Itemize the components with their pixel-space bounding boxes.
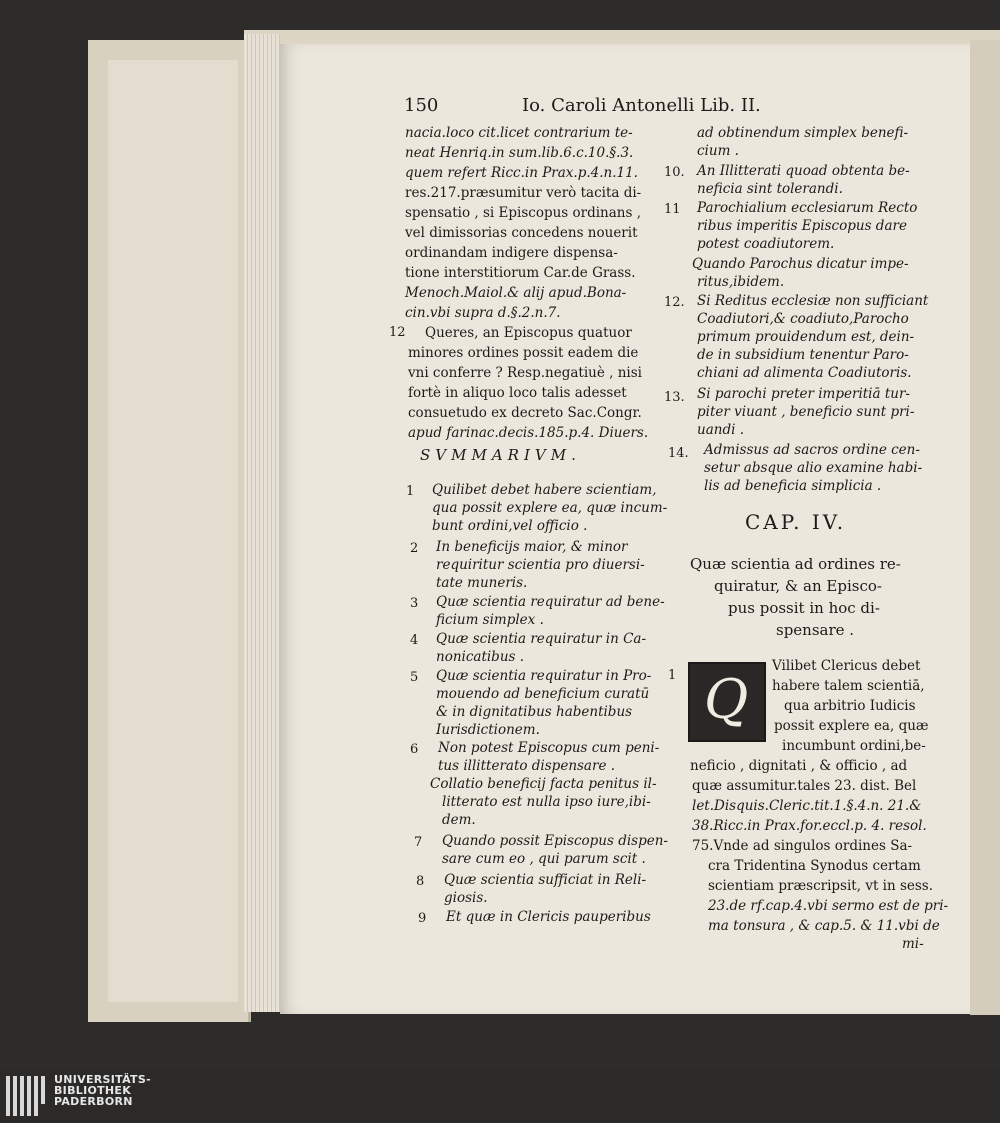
summary-line: sare cum eo , qui parum scit .	[442, 851, 646, 867]
summary-number: 9	[418, 911, 427, 926]
chapter-body-line: 75.Vnde ad singulos ordines Sa-	[692, 838, 913, 854]
left-text-line: minores ordines possit eadem die	[408, 345, 639, 361]
right-summary-line: An Illitterati quoad obtenta be-	[697, 163, 910, 179]
right-summary-line: Quando Parochus dicatur impe-	[692, 256, 909, 272]
summary-number: 13.	[664, 390, 685, 405]
right-summary-line: ritus,ibidem.	[697, 274, 785, 290]
chapter-body-line: incumbunt ordini,be-	[782, 738, 926, 754]
chapter-body-line: possit explere ea, quæ	[774, 718, 929, 734]
left-text-line: Menoch.Maiol.& alij apud.Bona-	[405, 285, 627, 301]
left-text-line: cin.vbi supra d.§.2.n.7.	[405, 305, 561, 321]
chapter-title-line: Quæ scientia ad ordines re-	[690, 555, 901, 573]
right-summary-line: cium .	[697, 143, 739, 159]
chapter-body-line: ma tonsura , & cap.5. & 11.vbi de	[708, 918, 940, 934]
right-summary-line: setur absque alio examine habi-	[704, 460, 923, 476]
decorated-initial: Q	[688, 662, 766, 742]
page-number: 150	[404, 95, 439, 116]
margin-number: 1	[668, 668, 677, 683]
chapter-body-line: 38.Ricc.in Prax.for.eccl.p. 4. resol.	[692, 818, 927, 834]
summary-line: requiritur scientia pro diuersi-	[436, 557, 645, 573]
page-stack-top	[244, 30, 1000, 44]
right-summary-line: chiani ad alimenta Coadiutoris.	[697, 365, 912, 381]
chapter-body-line: habere talem scientiā,	[772, 678, 925, 694]
right-summary-line: potest coadiutorem.	[697, 236, 835, 252]
summary-number: 12.	[664, 295, 685, 310]
left-text-line: nacia.loco cit.licet contrarium te-	[405, 125, 633, 141]
right-summary-line: Si parochi preter imperitiā tur-	[697, 386, 910, 402]
library-logo-icon	[6, 1076, 50, 1116]
right-summary-line: de in subsidium tenentur Paro-	[697, 347, 909, 363]
right-summary-line: primum prouidendum est, dein-	[697, 329, 915, 345]
summary-number: 10.	[664, 165, 685, 180]
chapter-body-line: quæ assumitur.tales 23. dist. Bel	[692, 778, 917, 794]
summary-line: giosis.	[444, 890, 488, 906]
library-footer	[0, 1070, 1000, 1123]
summary-line: Iurisdictionem.	[436, 722, 540, 738]
summary-line: In beneficijs maior, & minor	[436, 539, 628, 555]
running-title: Io. Caroli Antonelli Lib. II.	[522, 95, 761, 116]
summary-line: Quæ scientia requiratur in Ca-	[436, 631, 647, 647]
summary-number: 2	[410, 541, 419, 556]
page-edges	[244, 34, 280, 1012]
left-text-line: fortè in aliquo loco talis adesset	[408, 385, 627, 401]
left-text-line: neat Henriq.in sum.lib.6.c.10.§.3.	[405, 145, 634, 161]
summary-number: 3	[410, 596, 419, 611]
summary-line: tate muneris.	[436, 575, 528, 591]
chapter-body-line: cra Tridentina Synodus certam	[708, 858, 921, 874]
summary-line: Quando possit Episcopus dispen-	[442, 833, 668, 849]
right-summary-line: ad obtinendum simplex benefi-	[697, 125, 909, 141]
summary-line: ficium simplex .	[436, 612, 544, 628]
summary-number: 4	[410, 633, 419, 648]
chapter-title-line: pus possit in hoc di-	[728, 599, 880, 617]
summary-line: bunt ordini,vel officio .	[432, 518, 588, 534]
chapter-body-line: scientiam præscripsit, vt in sess.	[708, 878, 934, 894]
left-text-line: Queres, an Episcopus quatuor	[425, 325, 632, 341]
chapter-title-line: quiratur, & an Episco-	[714, 577, 882, 595]
left-text-line: vel dimissorias concedens nouerit	[405, 225, 638, 241]
summary-number: 5	[410, 670, 419, 685]
chapter-body-line: let.Disquis.Cleric.tit.1.§.4.n. 21.&	[692, 798, 922, 814]
chapter-label: CAP. IV.	[745, 510, 847, 534]
left-text-line: vni conferre ? Resp.negatiuè , nisi	[408, 365, 642, 381]
chapter-body-line: mi-	[902, 936, 924, 952]
left-text-line: apud farinac.decis.185.p.4. Diuers.	[408, 425, 649, 441]
summary-line: Quæ scientia requiratur in Pro-	[436, 668, 652, 684]
left-text-line: spensatio , si Episcopus ordinans ,	[405, 205, 641, 221]
margin-number: 12	[389, 325, 406, 340]
library-name: UNIVERSITÄTS- BIBLIOTHEK PADERBORN	[54, 1073, 151, 1108]
right-summary-line: neficia sint tolerandi.	[697, 181, 843, 197]
summary-line: nonicatibus .	[436, 649, 525, 665]
summary-line: Quilibet debet habere scientiam,	[432, 482, 657, 498]
left-text-line: consuetudo ex decreto Sac.Congr.	[408, 405, 642, 421]
left-text-line: tione interstitiorum Car.de Grass.	[405, 265, 636, 281]
summary-line: tus illitterato dispensare .	[438, 758, 616, 774]
right-summary-line: ribus imperitis Episcopus dare	[697, 218, 907, 234]
chapter-body-line: Vilibet Clericus debet	[772, 658, 921, 674]
summarium-heading: SVMMARIVM.	[420, 446, 581, 464]
left-text-line: quem refert Ricc.in Prax.p.4.n.11.	[405, 165, 638, 181]
summary-line: Quæ scientia requiratur ad bene-	[436, 594, 665, 610]
summary-line: Et quæ in Clericis pauperibus	[446, 909, 651, 925]
right-summary-line: lis ad beneficia simplicia .	[704, 478, 882, 494]
summary-number: 8	[416, 874, 425, 889]
summary-number: 7	[414, 835, 423, 850]
left-text-line: ordinandam indigere dispensa-	[405, 245, 618, 261]
summary-line: dem.	[442, 812, 476, 828]
right-summary-line: Admissus ad sacros ordine cen-	[704, 442, 920, 458]
book-cover-board	[88, 40, 251, 1022]
right-summary-line: Coadiutori,& coadiuto,Parocho	[697, 311, 909, 327]
right-summary-line: Parochialium ecclesiarum Recto	[697, 200, 918, 216]
chapter-body-line: qua arbitrio Iudicis	[784, 698, 916, 714]
summary-number: 11	[664, 202, 681, 217]
summary-line: Quæ scientia sufficiat in Reli-	[444, 872, 647, 888]
summary-number: 14.	[668, 446, 689, 461]
right-summary-line: uandi .	[697, 422, 744, 438]
right-summary-line: piter viuant , beneficio sunt pri-	[697, 404, 915, 420]
chapter-body-line: neficio , dignitati , & officio , ad	[690, 758, 908, 774]
chapter-title-line: spensare .	[776, 621, 855, 639]
summary-line: litterato est nulla ipso iure,ibi-	[442, 794, 651, 810]
summary-number: 1	[406, 484, 415, 499]
summary-line: Collatio beneficij facta penitus il-	[430, 776, 657, 792]
summary-line: Non potest Episcopus cum peni-	[438, 740, 660, 756]
summary-line: mouendo ad beneficium curatū	[436, 686, 650, 702]
summary-number: 6	[410, 742, 419, 757]
summary-line: qua possit explere ea, quæ incum-	[432, 500, 668, 516]
next-page-edge	[970, 40, 1000, 1015]
summary-line: & in dignitatibus habentibus	[436, 704, 633, 720]
right-summary-line: Si Reditus ecclesiæ non sufficiant	[697, 293, 929, 309]
left-text-line: res.217.præsumitur verò tacita di-	[405, 185, 642, 201]
chapter-body-line: 23.de rf.cap.4.vbi sermo est de pri-	[708, 898, 949, 914]
